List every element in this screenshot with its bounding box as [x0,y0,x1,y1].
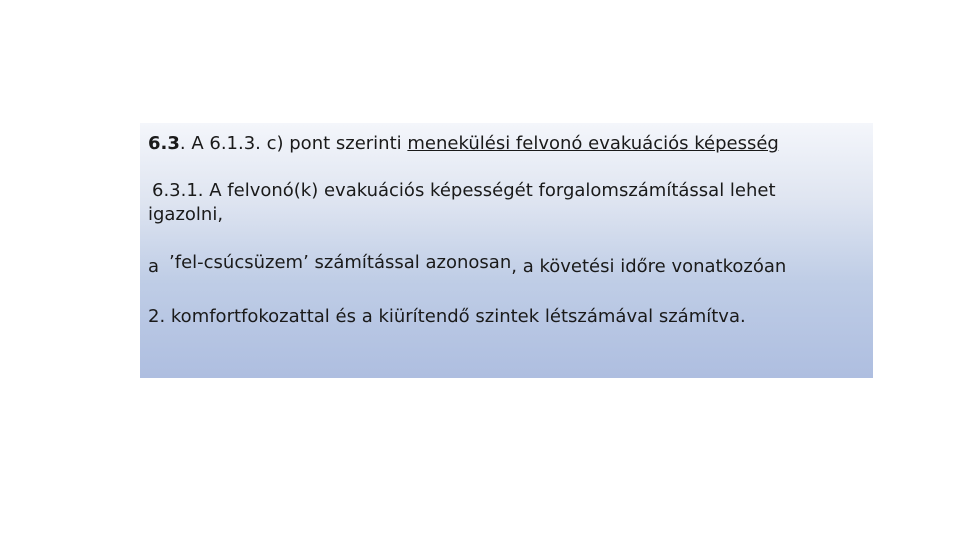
section-heading [148,132,865,156]
paragraph-calculation-rest: , a követési időre vonatkozóan [511,256,787,277]
paragraph-article: a [148,256,160,277]
text-box [140,123,873,378]
heading-underlined-text: menekülési felvonó evakuációs képesség [407,133,779,154]
paragraph-6-3-1-line-2: igazolni, [148,204,224,225]
quoted-term: ’fel-csúcsüzem’ számítással azonosan [169,252,512,273]
paragraph-calculation-basis [148,252,865,279]
paragraph-comfort-level: 2. komfortfokozattal és a kiürítendő szintek létszámával számítva. [148,306,746,327]
paragraph-6-3-1 [148,179,865,227]
heading-number: 6.3 [148,133,180,154]
paragraph-6-3-1-line-1: 6.3.1. A felvonó(k) evakuációs képességét forgalomszámítással lehet [152,180,776,201]
heading-text: . A 6.1.3. c) pont szerinti [179,133,408,154]
